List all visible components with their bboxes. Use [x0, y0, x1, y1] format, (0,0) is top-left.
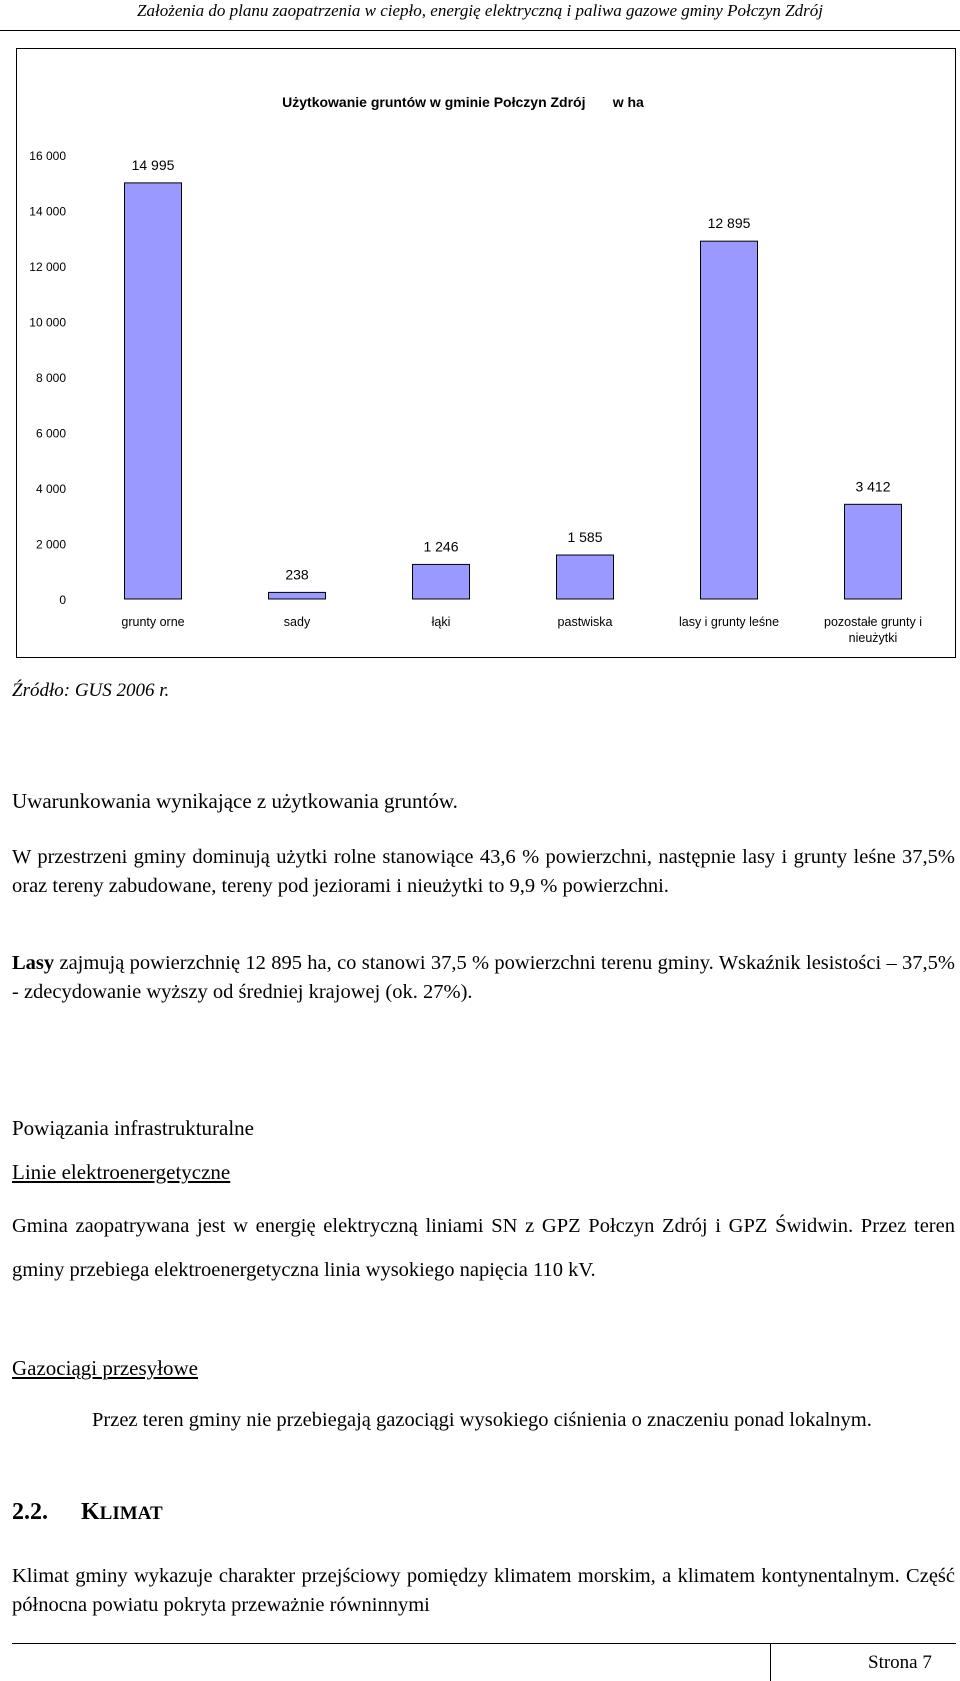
y-tick-label: 14 000: [29, 204, 66, 219]
y-tick-label: 2 000: [35, 537, 66, 552]
land-use-paragraph: W przestrzeni gminy dominują użytki rolne stanowiące 43,6 % powierzchni, następnie lasy i grunty leśne 37,5% oraz tereny zabudowane, tereny pod jeziorami i nieużytki to 9,9 % powierzchni.: [12, 846, 955, 897]
x-category-label: nieużytki: [848, 631, 898, 645]
climate-title-initial: K: [81, 1499, 100, 1525]
x-category-label: lasy i grunty leśne: [678, 615, 780, 629]
y-tick-label: 12 000: [29, 260, 66, 274]
bar-value-label: 12 895: [707, 215, 751, 232]
gas-heading: Gazociągi przesyłowe: [12, 1356, 198, 1380]
x-category-label: pozostałe grunty i: [824, 615, 922, 629]
land-use-heading: Uwarunkowania wynikające z użytkowania gruntów.: [12, 789, 458, 813]
footer-rule: [12, 1643, 956, 1644]
climate-section-heading: [12, 1498, 163, 1528]
x-category-label: grunty orne: [121, 615, 185, 629]
page-number: Strona 7: [868, 1652, 932, 1673]
forest-text: zajmują powierzchnię 12 895 ha, co stanowi 37,5 % powierzchni terenu gminy. Wskaźnik lesistości – 37,5% - zdecydowanie wyższy od średniej krajowej (ok. 27%).: [12, 952, 955, 1003]
y-tick-label: 6 000: [35, 426, 66, 441]
bar: [701, 241, 758, 599]
x-category-label: pastwiska: [557, 615, 613, 629]
bar-value-label: 1 585: [567, 529, 603, 546]
x-category-label: łąki: [431, 615, 451, 629]
infra-heading: Powiązania infrastrukturalne: [12, 1116, 254, 1140]
bar-value-label: 3 412: [855, 478, 891, 495]
y-tick-label: 0: [59, 593, 66, 607]
chart-title: Użytkowanie gruntów w gminie Połczyn Zdrój w ha: [282, 94, 644, 110]
bar: [845, 504, 902, 599]
chart-svg: [17, 49, 955, 657]
bar: [557, 555, 614, 599]
climate-title-rest: LIMAT: [99, 1503, 163, 1524]
gas-paragraph: Przez teren gminy nie przebiegają gazociągi wysokiego ciśnienia o znaczeniu ponad lokalnym.: [92, 1409, 872, 1431]
y-tick-label: 8 000: [35, 371, 66, 385]
footer-separator: [770, 1643, 771, 1681]
forest-bold-label: Lasy: [12, 952, 55, 974]
bar-value-label: 1 246: [423, 538, 459, 555]
electric-paragraph: Gmina zaopatrywana jest w energię elektryczną liniami SN z GPZ Połczyn Zdrój i GPZ Świdwin. Przez teren gminy przebiega elektroenergetyczna linia wysokiego napięcia 110 kV.: [12, 1215, 955, 1281]
header-title: Założenia do planu zaopatrzenia w ciepło, energię elektryczną i paliwa gazowe gminy Połczyn Zdrój: [137, 1, 823, 20]
y-tick-label: 16 000: [29, 149, 66, 163]
page-header: [0, 0, 960, 31]
forest-paragraph: [12, 949, 955, 1007]
bar: [413, 564, 470, 599]
bar-value-label: 238: [285, 566, 309, 583]
y-tick-label: 10 000: [29, 315, 66, 330]
electric-heading: Linie elektroenergetyczne: [12, 1160, 231, 1184]
bar-value-label: 14 995: [131, 156, 175, 173]
bar: [269, 592, 326, 599]
climate-paragraph: Klimat gminy wykazuje charakter przejściowy pomiędzy klimatem morskim, a klimatem kontynentalnym. Część północna powiatu pokryta przeważnie równinnymi: [12, 1565, 955, 1616]
land-use-chart: [16, 48, 956, 658]
chart-source: Źródło: GUS 2006 r.: [12, 680, 170, 701]
x-category-label: sady: [283, 615, 311, 629]
bar: [125, 183, 182, 599]
y-tick-label: 4 000: [35, 482, 66, 496]
climate-section-number: 2.2.: [12, 1499, 48, 1525]
